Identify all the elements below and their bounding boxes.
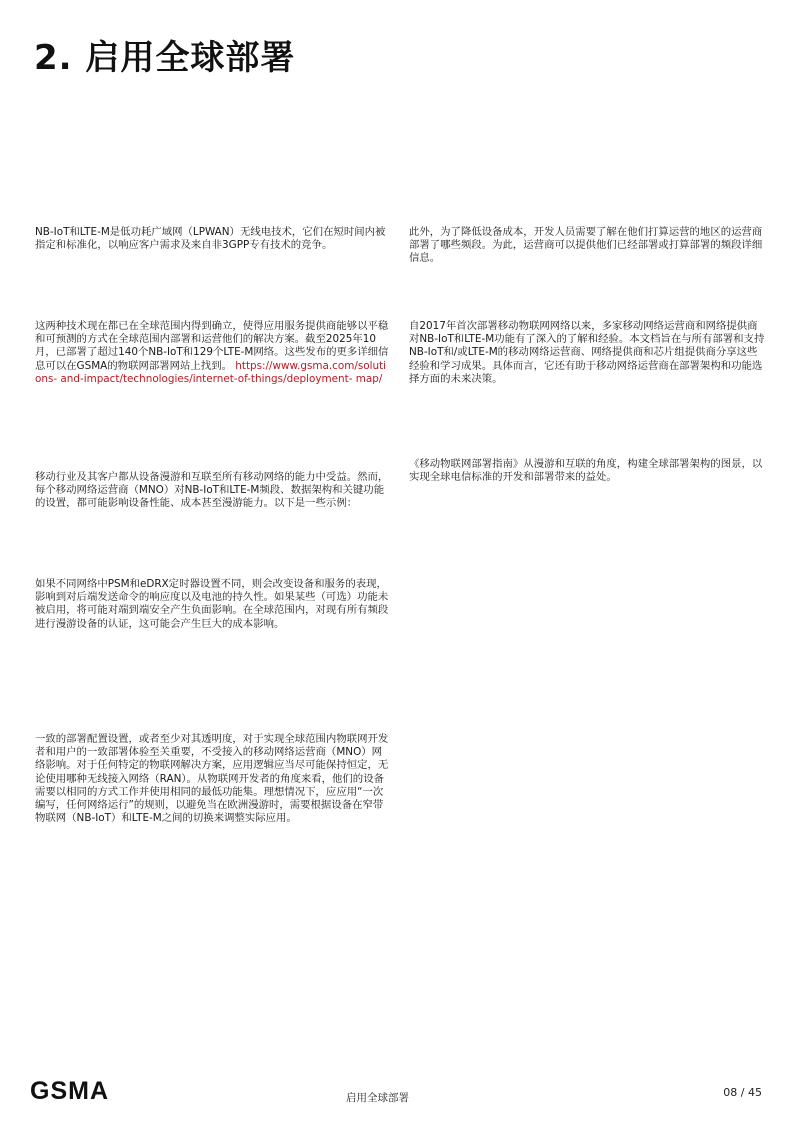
right-paragraph-2: 自2017年首次部署移动物联网网络以来，多家移动网络运营商和网络提供商对NB-IoT和LTE-M功能有了深入的了解和经验。本文档旨在与所有部署和支持NB-IoT和/或LTE-M的移动网络运营商、网络提供商和芯片组提供商分享这些经验和学习成果。具体而言，它还有助于移动网络运营商在部署架构和功能选择方面的未来决策。 [409,320,765,385]
gsma-logo [30,1077,152,1103]
left-paragraph-3: 移动行业及其客户都从设备漫游和互联至所有移动网络的能力中受益。然而，每个移动网络运营商（MNO）对NB-IoT和LTE-M频段、数据架构和关键功能的设置，都可能影响设备性能、成本甚至漫游能力。以下是一些示例： [35,471,389,510]
left-paragraph-5: 一致的部署配置设置，或者至少对其透明度，对于实现全球范围内物联网开发者和用户的一致部署体验至关重要，不受接入的移动网络运营商（MNO）网络影响。对于任何特定的物联网解决方案，应用逻辑应当尽可能保持恒定，无论使用哪种无线接入网络（RAN）。从物联网开发者的角度来看，他们的设备需要以相同的方式工作并使用相同的最低功能集。理想情况下，应应用“一次编写，任何网络运行”的规则，以避免当在欧洲漫游时，需要根据设备在窄带物联网（NB-IoT）和LTE-M之间的切换来调整实际应用。 [35,733,389,825]
page-title: 2. 启用全球部署 [34,38,296,78]
left-paragraph-2-text: 这两种技术现在都已在全球范围内得到确立，使得应用服务提供商能够以平稳和可预测的方式在全球范围内部署和运营他们的解决方案。截至2025年10月，已部署了超过140个NB-IoT和129个LTE-M网络。这些发布的更多详细信息可以在GSMA的物联网部署网站上找到。 [35,320,389,372]
right-paragraph-1: 此外，为了降低设备成本，开发人员需要了解在他们打算运营的地区的运营商部署了哪些频段。为此，运营商可以提供他们已经部署或打算部署的频段详细信息。 [409,226,763,265]
footer-section-title: 启用全球部署 [346,1092,409,1104]
deployment-map-link[interactable]: https://www.gsma.com/solutions- and-impact/technologies/internet-of-things/deployment- map/ [35,359,387,385]
left-paragraph-1: NB-IoT和LTE-M是低功耗广域网（LPWAN）无线电技术，它们在短时间内被指定和标准化，以响应客户需求及来自非3GPP专有技术的竞争。 [35,226,386,252]
left-paragraph-2 [35,320,391,386]
right-paragraph-3: 《移动物联网部署指南》从漫游和互联的角度，构建全球部署架构的图景，以实现全球电信标准的开发和部署带来的益处。 [409,458,763,484]
gsma-logo-text: GSMA [30,1077,109,1103]
page-number: 08 / 45 [723,1086,762,1099]
left-paragraph-4: 如果不同网络中PSM和eDRX定时器设置不同，则会改变设备和服务的表现，影响到对后端发送命令的响应度以及电池的持久性。如果某些（可选）功能未被启用，将可能对端到端安全产生负面影响。在全球范围内，对现有所有频段进行漫游设备的认证，这可能会产生巨大的成本影响。 [35,578,389,630]
